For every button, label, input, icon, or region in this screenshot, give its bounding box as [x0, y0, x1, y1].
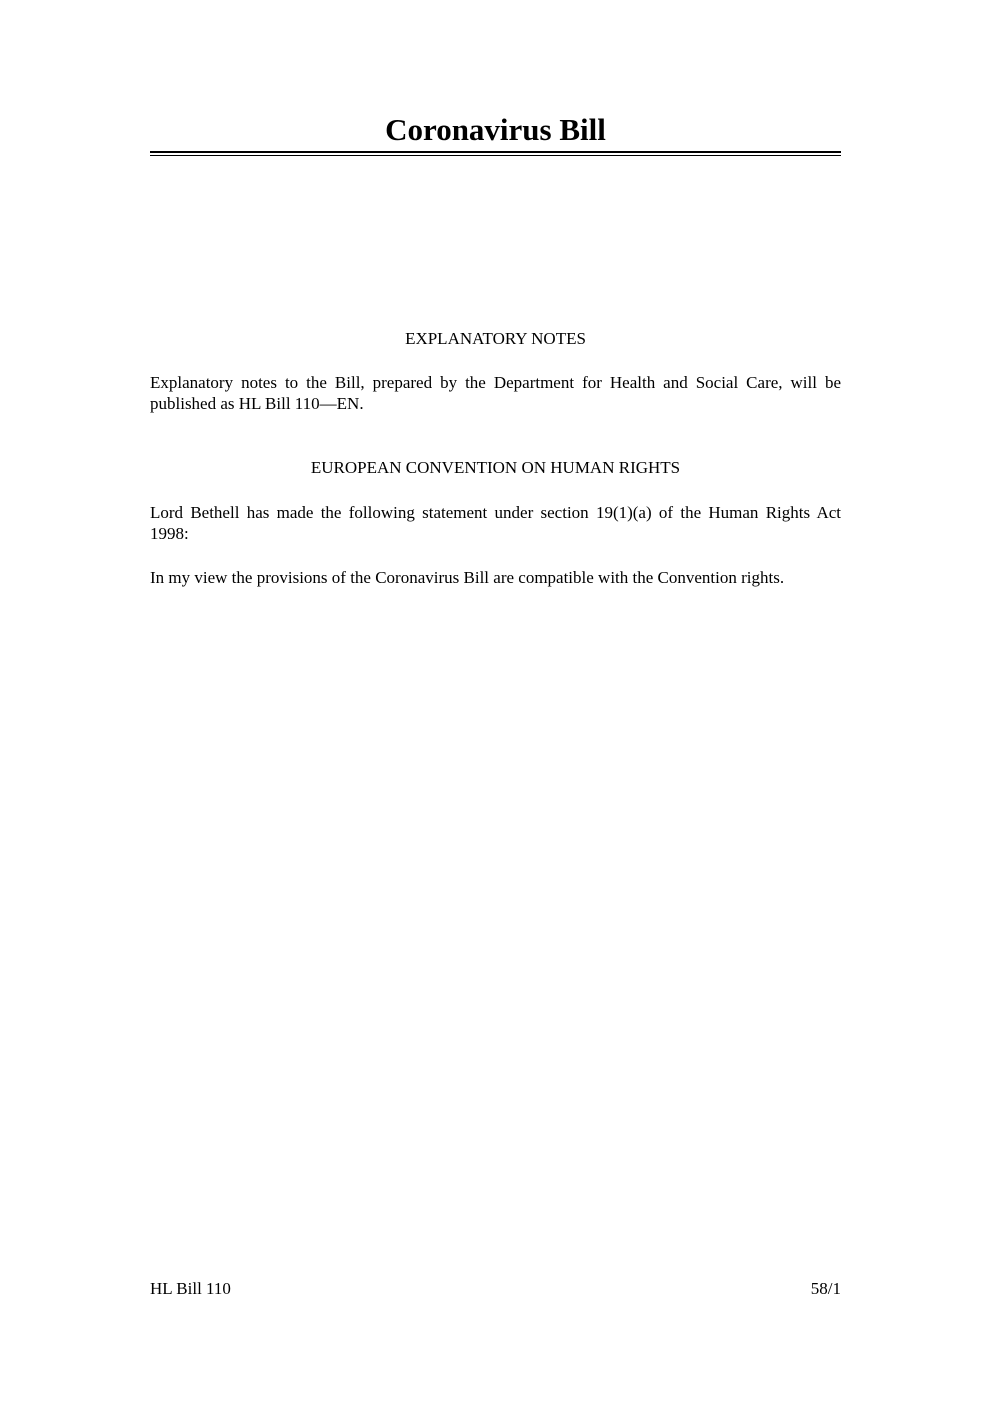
explanatory-notes-paragraph: Explanatory notes to the Bill, prepared by the Department for Health and Social Care, will be published as HL Bill 110—EN.: [150, 373, 841, 413]
page-title: Coronavirus Bill: [385, 112, 606, 147]
echr-statement-intro: Lord Bethell has made the following statement under section 19(1)(a) of the Human Rights Act 1998:: [150, 503, 841, 543]
echr-heading: EUROPEAN CONVENTION ON HUMAN RIGHTS: [310, 458, 681, 477]
echr-statement: In my view the provisions of the Coronavirus Bill are compatible with the Convention rights.: [150, 568, 785, 587]
explanatory-notes-heading: EXPLANATORY NOTES: [405, 329, 586, 348]
page-footer: [150, 1278, 841, 1299]
footer-page-code: 58/1: [810, 1279, 841, 1298]
footer-bill-reference: HL Bill 110: [150, 1279, 231, 1298]
title-rule-thick: [150, 151, 841, 153]
title-rule-thin: [150, 155, 841, 156]
